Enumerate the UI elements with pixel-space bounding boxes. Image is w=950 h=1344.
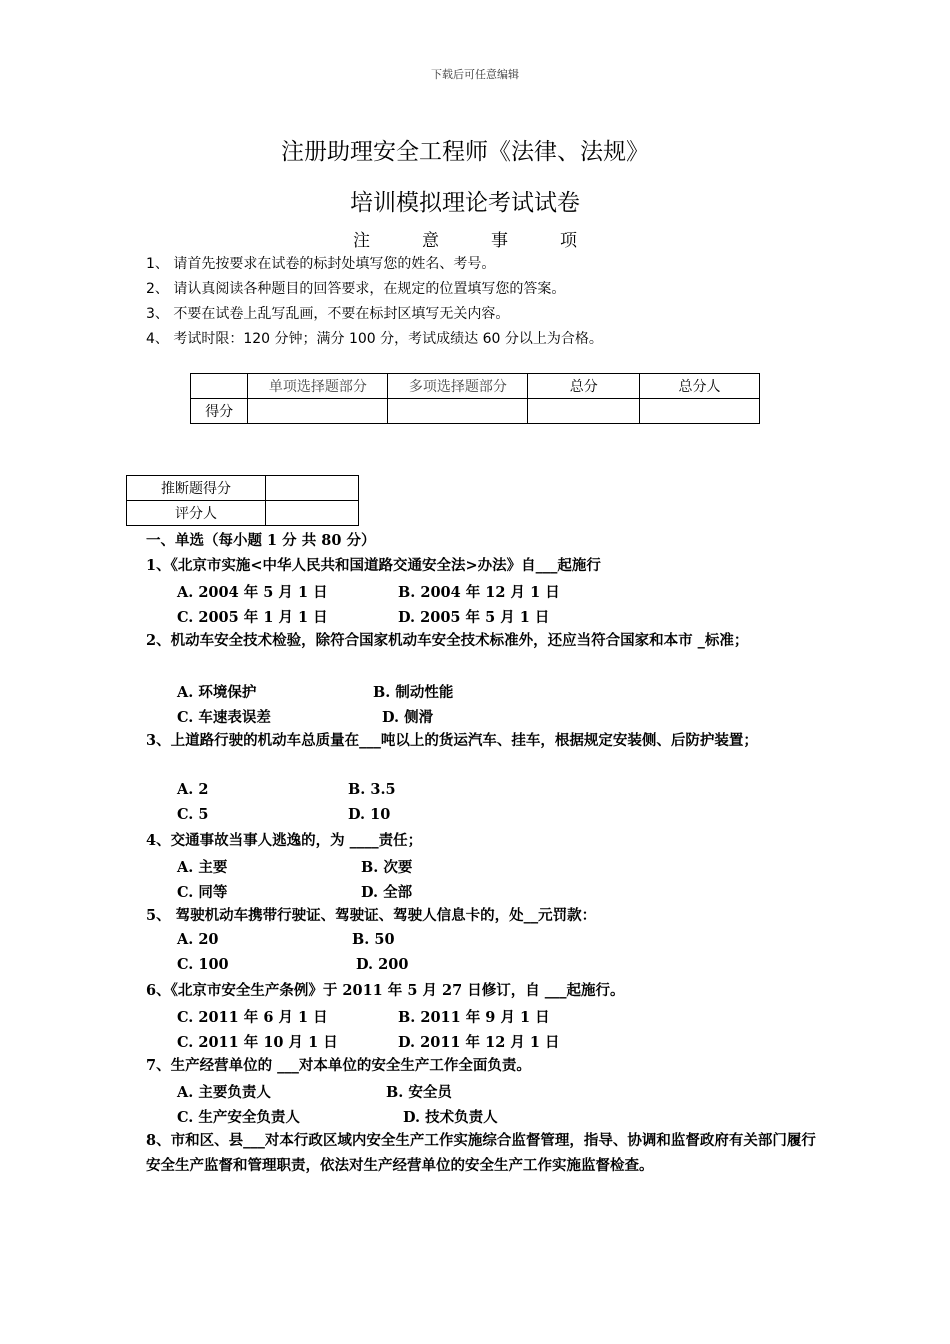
question-option: B. 2004 年 12 月 1 日	[398, 584, 560, 601]
score-table-score-row	[191, 399, 760, 424]
document-title-line1: 注册助理安全工程师《法律、法规》	[281, 139, 649, 165]
question-option: D. 2005 年 5 月 1 日	[398, 609, 550, 626]
judge-table-row	[127, 501, 359, 526]
notice-heading-char: 项	[560, 231, 577, 251]
question-text: 1、《北京市实施<中华人民共和国道路交通安全法>办法》自___起施行	[146, 557, 601, 574]
score-table-header-scorer: 总分人	[640, 374, 760, 399]
question-option: B. 2011 年 9 月 1 日	[398, 1009, 550, 1026]
question-text: 7、生产经营单位的 ___对本单位的安全生产工作全面负责。	[146, 1057, 531, 1074]
notice-heading-char: 意	[422, 231, 439, 251]
score-cell-total[interactable]	[528, 399, 640, 424]
question-option: B. 3.5	[348, 781, 396, 798]
question-option: C. 2005 年 1 月 1 日	[177, 609, 328, 626]
question-text: 6、《北京市安全生产条例》于 2011 年 5 月 27 日修订，自 ___起施行。	[146, 982, 625, 999]
question-option: D. 侧滑	[382, 709, 434, 726]
question-option: C. 车速表误差	[177, 709, 271, 726]
grader-cell[interactable]	[266, 501, 359, 526]
question-option: A. 2	[177, 781, 209, 798]
question-option: C. 2011 年 10 月 1 日	[177, 1034, 338, 1051]
question-option: A. 20	[177, 931, 219, 948]
score-cell-multi[interactable]	[388, 399, 528, 424]
notice-heading	[0, 226, 930, 251]
notice-item: 2、 请认真阅读各种题目的回答要求，在规定的位置填写您的答案。	[146, 281, 566, 297]
question-option: C. 同等	[177, 884, 228, 901]
section-title: 一、单选（每小题 1 分 共 80 分）	[146, 532, 376, 549]
question-option: D. 2011 年 12 月 1 日	[398, 1034, 560, 1051]
judge-score-cell[interactable]	[266, 476, 359, 501]
question-option: D. 技术负责人	[403, 1109, 498, 1126]
score-table-corner	[191, 374, 248, 399]
question-option: B. 安全员	[386, 1084, 452, 1101]
question-option: C. 5	[177, 806, 209, 823]
question-option: C. 2011 年 6 月 1 日	[177, 1009, 328, 1026]
score-table-header-row	[191, 374, 760, 399]
judge-score-table	[126, 475, 359, 526]
grader-label: 评分人	[127, 501, 266, 526]
document-title-line2: 培训模拟理论考试试卷	[350, 190, 580, 216]
question-option: D. 全部	[361, 884, 413, 901]
notice-item: 4、 考试时限：120 分钟；满分 100 分，考试成绩达 60 分以上为合格。	[146, 331, 603, 347]
score-cell-single[interactable]	[248, 399, 388, 424]
question-option: B. 50	[352, 931, 395, 948]
score-table-header-single: 单项选择题部分	[248, 374, 388, 399]
question-option: D. 10	[348, 806, 391, 823]
score-row-label: 得分	[191, 399, 248, 424]
score-table-header-multi: 多项选择题部分	[388, 374, 528, 399]
question-option: C. 100	[177, 956, 229, 973]
question-option: A. 主要负责人	[177, 1084, 271, 1101]
question-option: C. 生产安全负责人	[177, 1109, 300, 1126]
question-text: 2、机动车安全技术检验，除符合国家机动车安全技术标准外，还应当符合国家和本市 _标准；	[146, 632, 749, 649]
question-option: A. 环境保护	[177, 684, 257, 701]
score-table	[190, 373, 760, 424]
notice-item: 3、 不要在试卷上乱写乱画，不要在标封区填写无关内容。	[146, 306, 510, 322]
question-option: A. 主要	[177, 859, 228, 876]
question-option: B. 制动性能	[373, 684, 454, 701]
question-option: A. 2004 年 5 月 1 日	[177, 584, 328, 601]
notice-heading-char: 事	[491, 231, 508, 251]
judge-score-label: 推断题得分	[127, 476, 266, 501]
question-text: 8、市和区、县___对本行政区域内安全生产工作实施综合监督管理，指导、协调和监督政府有关部门履行安全生产监督和管理职责，依法对生产经营单位的安全生产工作实施监督检查。	[146, 1132, 816, 1174]
question-text: 4、交通事故当事人逃逸的，为 ____责任；	[146, 832, 423, 849]
question-option: D. 200	[356, 956, 409, 973]
score-table-header-total: 总分	[528, 374, 640, 399]
notice-heading-char: 注	[353, 231, 370, 251]
question-text: 5、 驾驶机动车携带行驶证、驾驶证、驾驶人信息卡的，处__元罚款：	[146, 907, 597, 924]
score-cell-scorer[interactable]	[640, 399, 760, 424]
header-note: 下载后可任意编辑	[431, 68, 519, 81]
question-text: 3、上道路行驶的机动车总质量在___吨以上的货运汽车、挂车，根据规定安装侧、后防护装置；	[146, 732, 758, 749]
notice-item: 1、 请首先按要求在试卷的标封处填写您的姓名、考号。	[146, 256, 496, 272]
question-option: B. 次要	[361, 859, 413, 876]
judge-table-row	[127, 476, 359, 501]
